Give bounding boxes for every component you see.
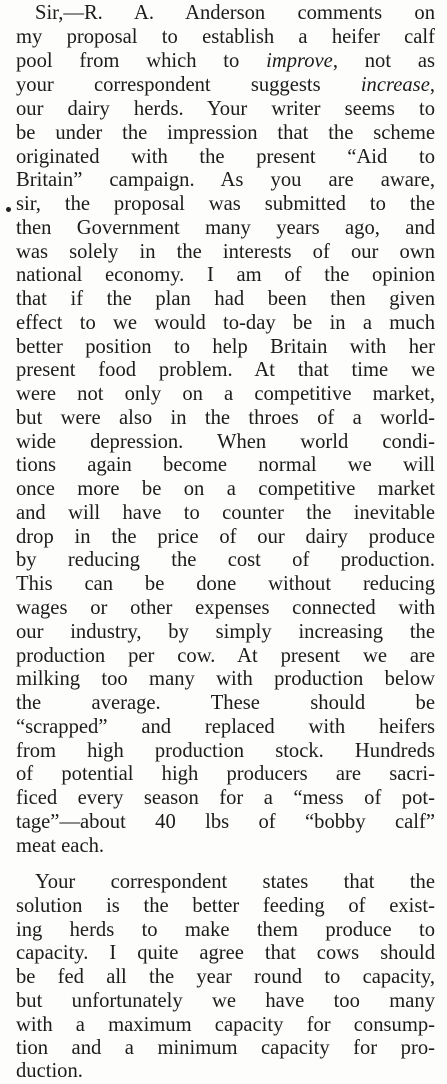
emphasis-text: increase: [360, 74, 430, 96]
text-line: tage”—about 40 lbs of “bobby calf”: [16, 811, 435, 833]
text-line: my proposal to establish a heifer calf: [16, 26, 435, 48]
text-line: originated with the present “Aid to: [16, 146, 435, 168]
text-line: our industry, by simply increasing the: [16, 621, 435, 643]
text-line: then Government many years ago, and: [16, 217, 435, 239]
text-line: duction.: [16, 1060, 83, 1082]
text-line: effect to we would to-day be in a much: [16, 312, 435, 334]
text-line: tions again become normal we will: [16, 454, 435, 476]
emphasis-text: improve: [266, 50, 333, 72]
text-line: wide depression. When world condi-: [16, 431, 435, 453]
text-line: was solely in the interests of our own: [16, 241, 435, 263]
text-line: but unfortunately we have too many: [16, 990, 435, 1012]
text-line: of potential high producers are sacri-: [16, 763, 435, 785]
text-line: that if the plan had been then given: [16, 288, 435, 310]
text-line: pool from which to improve, not as: [16, 50, 435, 72]
text-line: “scrapped” and replaced with heifers: [16, 716, 435, 738]
text-line: This can be done without reducing: [16, 573, 435, 595]
text-line: Britain” campaign. As you are aware,: [16, 169, 435, 191]
text-line: meat each.: [16, 835, 105, 857]
text-line: drop in the price of our dairy produce: [16, 526, 435, 548]
text-line: Your correspondent states that the: [35, 871, 435, 893]
text-line: present food problem. At that time we: [16, 359, 435, 381]
text-line: be under the impression that the scheme: [16, 122, 435, 144]
text-line: were not only on a competitive market,: [16, 383, 435, 405]
text-line: by reducing the cost of production.: [16, 549, 435, 571]
text-line: milking too many with production below: [16, 668, 435, 690]
text-line: and will have to counter the inevitable: [16, 502, 435, 524]
print-speck: [6, 207, 11, 212]
text-line: production per cow. At present we are: [16, 645, 435, 667]
text-line: with a maximum capacity for consump-: [16, 1014, 435, 1036]
text-line: wages or other expenses connected with: [16, 597, 435, 619]
text-line: but were also in the throes of a world-: [16, 407, 435, 429]
text-line: from high production stock. Hundreds: [16, 740, 435, 762]
text-line: our dairy herds. Your writer seems to: [16, 98, 435, 120]
text-line: once more be on a competitive market: [16, 478, 435, 500]
text-line: ficed every season for a “mess of pot-: [16, 787, 435, 809]
text-line: the average. These should be: [16, 692, 435, 714]
text-line: sir, the proposal was submitted to the: [16, 193, 435, 215]
text-line: Sir,—R. A. Anderson comments on: [35, 2, 435, 24]
text-line: better position to help Britain with her: [16, 336, 435, 358]
text-line: your correspondent suggests increase,: [16, 74, 435, 96]
text-line: be fed all the year round to capacity,: [16, 966, 435, 988]
text-line: solution is the better feeding of exist-: [16, 895, 435, 917]
text-line: national economy. I am of the opinion: [16, 264, 435, 286]
text-line: tion and a minimum capacity for pro-: [16, 1037, 435, 1059]
text-line: capacity. I quite agree that cows should: [16, 942, 435, 964]
text-line: ing herds to make them produce to: [16, 919, 435, 941]
